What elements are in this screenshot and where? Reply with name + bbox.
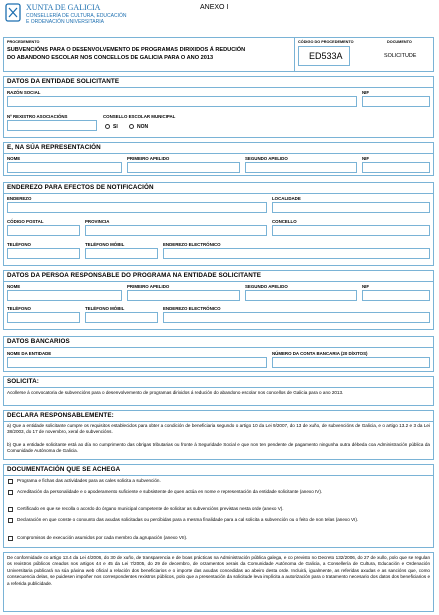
resp-nome-input[interactable]: [7, 290, 122, 301]
rep-ap2-input[interactable]: [245, 162, 357, 173]
doc-item-1: Programa e fichas das actividades para as cales solicita a subvención.: [17, 478, 161, 483]
procedure-title-2: DO ABANDONO ESCOLAR NOS CONCELLOS DE GALICIA PARA O ANO 2013: [7, 55, 214, 61]
resp-ap2-input[interactable]: [245, 290, 357, 301]
nif-input[interactable]: [362, 96, 430, 107]
logo-name: XUNTA DE GALICIA: [26, 3, 101, 12]
label-resp-nif: NIF: [362, 284, 370, 289]
label-resp-nome: NOME: [7, 284, 21, 289]
doc-item-3: Certificado en que se recolla o acordo do órgano municipal competente de solicitar as subvencións previstas nesta orde (anexo V).: [17, 506, 284, 511]
resp-ap1-input[interactable]: [127, 290, 240, 301]
label-email: ENDEREZO ELECTRÓNICO: [163, 242, 221, 247]
entidade-input[interactable]: [7, 357, 267, 368]
xunta-logo-icon: [4, 3, 24, 23]
checkbox-doc-3[interactable]: [8, 507, 13, 512]
doc-item-4: Declaración en que conste o conxunto das axudas solicitadas ou percibidas para a mesma finalidade para a cal solicita a subvención ou o feito de non telas (anexo VI).: [17, 517, 359, 522]
label-nif: NIF: [362, 90, 370, 95]
label-tel: TELÉFONO: [7, 242, 31, 247]
label-si: SI: [113, 124, 118, 130]
solicita-title: SOLICITA:: [7, 378, 39, 385]
label-concello: CONCELLO: [272, 219, 297, 224]
procedure-label: PROCEDEMENTO: [7, 40, 40, 44]
resp-tel-input[interactable]: [7, 312, 80, 323]
checkbox-doc-2[interactable]: [8, 490, 13, 495]
label-localidade: LOCALIDADE: [272, 196, 301, 201]
address-title: ENDEREZO PARA EFECTOS DE NOTIFICACIÓN: [7, 184, 154, 191]
doc-item-5: Compromisos de execución asumidos por cada membro da agrupación (anexo VII).: [17, 535, 188, 540]
label-enderezo: ENDEREZO: [7, 196, 32, 201]
solicita-text: Acollerse á convocatoria de subvencións para o desenvolvemento de programas dirixidos á redución do abandono escolar nos concellos de Galicia para o ano 2013.: [7, 390, 344, 395]
localidade-input[interactable]: [272, 202, 430, 213]
label-entidade: NOME DA ENTIDADE: [7, 351, 52, 356]
document-label: DOCUMENTO: [387, 40, 412, 44]
label-mobil: TELÉFONO MÓBIL: [85, 242, 125, 247]
email-input[interactable]: [163, 248, 430, 259]
label-conta: NÚMERO DA CONTA BANCARIA (20 DÍXITOS): [272, 351, 368, 356]
cp-input[interactable]: [7, 225, 80, 236]
label-rep-nome: NOME: [7, 156, 21, 161]
entity-title: DATOS DA ENTIDADE SOLICITANTE: [7, 78, 120, 85]
code-label: CÓDIGO DO PROCEDEMENTO: [298, 40, 354, 44]
conta-input[interactable]: [272, 357, 430, 368]
annex-title: ANEXO I: [200, 4, 229, 11]
xunta-logo: [4, 3, 24, 23]
procedure-code: ED533A: [309, 51, 343, 61]
label-cp: CÓDIGO POSTAL: [7, 219, 44, 224]
declara-a: a) Que a entidade solicitante cumpre os requisitos establecidos para obter a condición de beneficiaria segundo o artigo 10 da Lei 9/2007, do 13 de xuño, de subvencións de Galicia, e o artigo 13.2 e 3 da Lei 38/2003, do 17 de novembro, xeral de subvencións.: [7, 423, 430, 435]
resp-nif-input[interactable]: [362, 290, 430, 301]
dept-line-2: E ORDENACIÓN UNIVERSITARIA: [26, 19, 104, 25]
radio-non[interactable]: [129, 124, 134, 129]
declara-title: DECLARA RESPONSABLEMENTE:: [7, 412, 114, 419]
tel-input[interactable]: [7, 248, 80, 259]
resp-mobil-input[interactable]: [85, 312, 158, 323]
label-rep-nif: NIF: [362, 156, 370, 161]
resp-email-input[interactable]: [163, 312, 430, 323]
registro-input[interactable]: [7, 120, 97, 131]
label-resp-tel: TELÉFONO: [7, 306, 31, 311]
concello-input[interactable]: [272, 225, 430, 236]
provincia-input[interactable]: [85, 225, 267, 236]
label-non: NON: [137, 124, 149, 130]
rep-nome-input[interactable]: [7, 162, 122, 173]
bank-title: DATOS BANCARIOS: [7, 338, 70, 345]
dept-line-1: CONSELLERÍA DE CULTURA, EDUCACIÓN: [26, 13, 127, 19]
mobil-input[interactable]: [85, 248, 158, 259]
label-consello: CONSELLO ESCOLAR MUNICIPAL: [103, 114, 176, 119]
label-rep-ap2: SEGUNDO APELIDO: [245, 156, 288, 161]
razon-input[interactable]: [7, 96, 357, 107]
footer-text: De conformidade co artigo 13.4 da Lei 4/2006, do 30 de xuño, de transparencia e de boas prácticas na Administración pública galega, e co previsto no Decreto 132/2006, do 27 de xullo, polo que se regulan os rexistros públicos creados nos artigos 44 e 45 da Lei 7/2005, do 29 de decembro, de orzamentos xerais da Comunidade Autónoma de Galicia, a Consellería de Cultura, Educación e Ordenación Universitaria publicará na súa páxina web oficial a relación dos beneficiarios e o importe das axudas concedidas ao abeiro desta orde. Incluirá, igualmente, as referidas axudas e as sancións que, como consecuencia delas, se puidesen impoñer nos correspondentes rexistros públicos, polo que a presentación da solicitude leva implícita a autorización para o tratamento necesario dos datos dos beneficiarios e a referida publicidade.: [7, 555, 430, 586]
procedure-title-1: SUBVENCIÓNS PARA O DESENVOLVEMENTO DE PROGRAMAS DIRIXIDOS Á REDUCIÓN: [7, 47, 246, 53]
representation-title: E, NA SÚA REPRESENTACIÓN: [7, 144, 101, 151]
label-registro: Nº REXISTRO ASOCIACIÓNS: [7, 114, 68, 119]
label-razon: RAZÓN SOCIAL: [7, 90, 41, 95]
label-resp-ap1: PRIMEIRO APELIDO: [127, 284, 170, 289]
radio-si[interactable]: [105, 124, 110, 129]
label-resp-email: ENDEREZO ELECTRÓNICO: [163, 306, 221, 311]
checkbox-doc-5[interactable]: [8, 536, 13, 541]
document-type: SOLICITUDE: [384, 53, 417, 59]
doc-item-2: Acreditación da personalidade e o apoderamento suficiente e subsistente de quen actúa en nome e representación da entidade solicitante (anexo IV).: [17, 489, 323, 494]
declara-b: b) Que a entidade solicitante está ao día no cumprimento das obrigas tributarias ou fronte á Seguridade Social e que non ten pendente de pagamento ningunha outra débeda coa Administración pública da Comunidade Autónoma de Galicia.: [7, 442, 430, 454]
checkbox-doc-1[interactable]: [8, 479, 13, 484]
rep-nif-input[interactable]: [362, 162, 430, 173]
documentation-title: DOCUMENTACIÓN QUE SE ACHEGA: [7, 466, 121, 473]
enderezo-input[interactable]: [7, 202, 267, 213]
responsible-title: DATOS DA PERSOA RESPONSABLE DO PROGRAMA NA ENTIDADE SOLICITANTE: [7, 272, 262, 279]
label-rep-ap1: PRIMEIRO APELIDO: [127, 156, 170, 161]
rep-ap1-input[interactable]: [127, 162, 240, 173]
checkbox-doc-4[interactable]: [8, 518, 13, 523]
label-resp-mobil: TELÉFONO MÓBIL: [85, 306, 125, 311]
procedure-box: [3, 37, 434, 72]
label-resp-ap2: SEGUNDO APELIDO: [245, 284, 288, 289]
label-provincia: PROVINCIA: [85, 219, 110, 224]
